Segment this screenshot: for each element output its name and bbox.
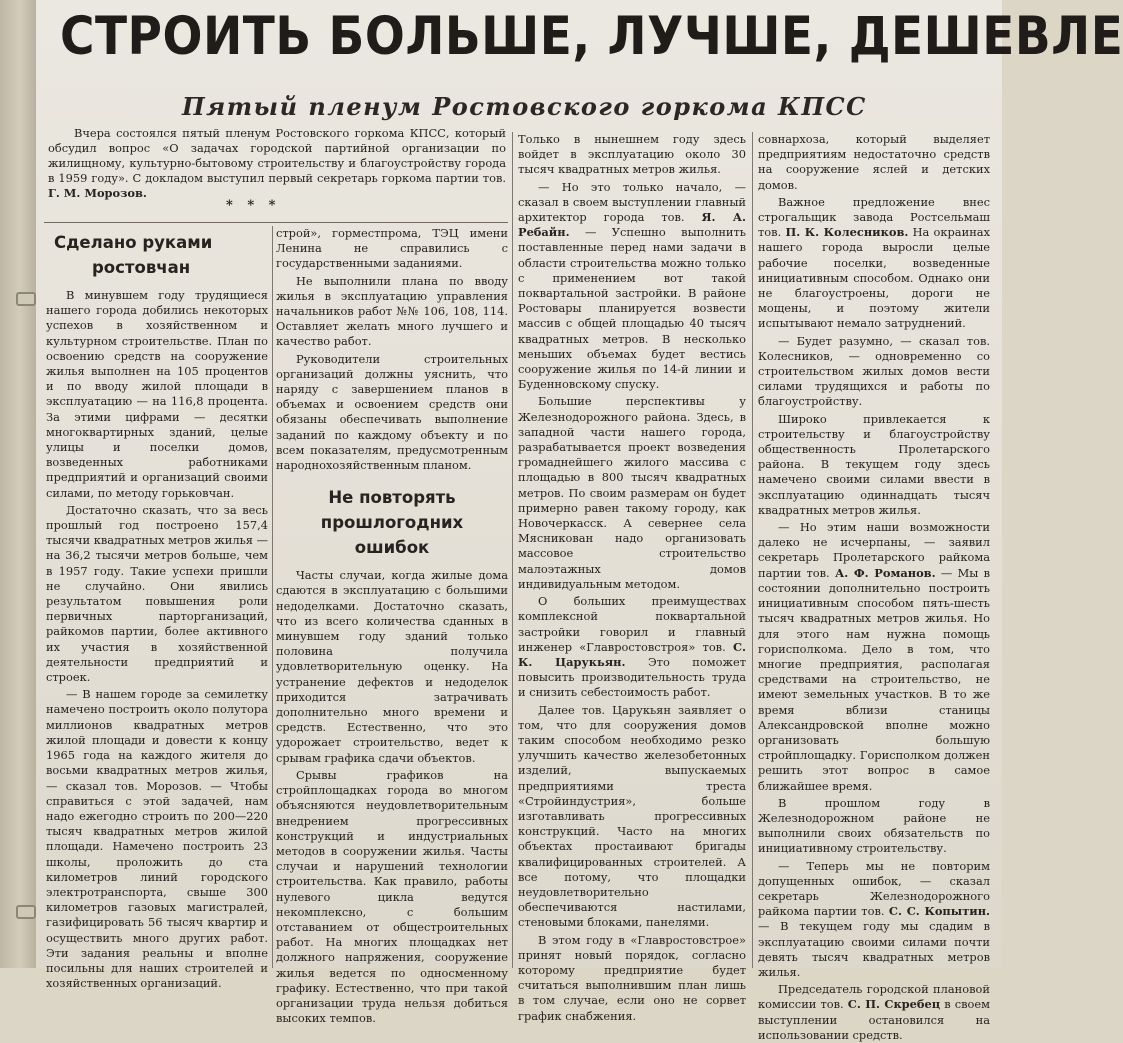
- person-name: А. Ф. Романов.: [834, 565, 936, 580]
- lead-speaker: Г. М. Морозов.: [48, 186, 147, 201]
- section-title-no-repeat: [276, 485, 508, 560]
- section2-title-line3: ошибок: [354, 538, 430, 558]
- text-run: Это поможет повысить производительность труда и снизить себестоимость работ.: [518, 654, 746, 700]
- separator-stars: * * *: [226, 198, 281, 213]
- article-paragraph: Не выполнили плана по вводу жилья в эксплуатацию управления начальников работ №№ 106, 108, 114. Оставляет желать много лучшего и качество работ.: [276, 273, 508, 349]
- subheadline: Пятый пленум Ростовского горкома КПСС: [182, 92, 867, 121]
- article-paragraph: [758, 195, 990, 332]
- article-paragraph: — Будет разумно, — сказал тов. Колесников, — одновременно со строительством жилых домов вести силами трудящихся и работы по благоустройству.: [758, 333, 990, 409]
- text-run: — В текущем году мы сдадим в эксплуатацию своими силами почти девять тысяч квадратных метров жилья.: [758, 919, 990, 979]
- section-title-line1: Сделано руками: [54, 233, 213, 252]
- person-name: П. К. Колесников.: [785, 225, 909, 240]
- article-paragraph: Далее тов. Царукьян заявляет о том, что для сооружения домов таким способом необходимо резко улучшить качество железобетонных изделий, выпускаемых предприятиями треста «Стройиндустрия», больше изготавливать прогрессивных конструкций. Часто на многих объектах простаивают бригады квалифицированных строителей. А все потому, что площадки неудовлетворительно обеспечиваются настилами, стеновыми блоками, панелями.: [518, 702, 746, 930]
- person-name: Я. А. Ребайн.: [518, 210, 747, 240]
- article-paragraph: Только в нынешнем году здесь войдет в эксплуатацию около 30 тысяч квадратных метров жилья.: [518, 132, 746, 177]
- column-3: [518, 132, 747, 1023]
- article-paragraph: [758, 982, 990, 1043]
- article-paragraph: [758, 859, 990, 981]
- staple-top: [16, 292, 36, 306]
- column-2: [276, 226, 508, 1026]
- article-paragraph: Срывы графиков на стройплощадках города во многом объясняются неудовлетворительным внедрением прогрессивных конструкций и индустриальных методов в сооружении жилья. Часты случаи и нарушений технологии строительства. Как правило, работы нулевого цикла ведутся некомплексно, с большим отставанием от общестроительных работ. На многих площадках нет должного напряжения, сооружение жилья ведется по односменному графику. Естественно, что при такой организации труда нельзя добиться высоких темпов.: [276, 767, 508, 1026]
- text-run: О больших преимуществах комплексной поквартальной застройки говорил и главный инженер «Главростовстроя» тов.: [518, 594, 746, 654]
- lead-paragraph: [48, 126, 506, 201]
- lead-bottom-rule: [44, 222, 508, 223]
- page-binding: [0, 0, 36, 968]
- section2-title-line2: прошлогодних: [320, 513, 464, 533]
- article-paragraph: Широко привлекается к строительству и благоустройству общественность Пролетарского района. В текущем году здесь намечено своими силами ввести в эксплуатацию одиннадцать тысяч квадратных метров жилья.: [758, 411, 990, 517]
- text-run: Председатель городской плановой комиссии тов.: [758, 982, 990, 1012]
- column-rule-1: [272, 226, 273, 968]
- newspaper-page: [36, 0, 1123, 1042]
- article-paragraph: [518, 594, 746, 700]
- article-paragraph: [758, 520, 990, 794]
- article-paragraph: строй», горместпрома, ТЭЦ имени Ленина не справились с государственными заданиями.: [276, 226, 508, 271]
- column-1: [46, 226, 268, 991]
- text-run: — Но этим наши возможности далеко не исчерпаны, — заявил секретарь Пролетарского райкома партии тов.: [758, 520, 990, 580]
- text-run: — Успешно выполнить поставленные перед нами задачи в области строительства можно только с применением вот такой поквартальной застройки. В районе Ростовары планируется возвести массив с общей площадью 40 тысяч квадратных метров. В несколько меньших объемах будет вестись сооружение жилья по 14-й линии и Буденновскому спуску.: [518, 225, 747, 392]
- article-paragraph: [518, 180, 746, 393]
- person-name: С. П. Скребец: [847, 997, 941, 1012]
- person-name: С. С. Копытин.: [888, 904, 990, 919]
- column-rule-2: [512, 132, 513, 968]
- column-4: [758, 132, 991, 1042]
- section2-title-line1: Не повторять: [328, 488, 456, 508]
- staple-bottom: [16, 905, 36, 919]
- article-paragraph: Руководители строительных организаций должны уяснить, что наряду с завершением планов в объемах и освоением средств они обязаны обеспечивать выполнение заданий по каждому объекту и по всем показателям, предусмотренным народнохозяйственным планом.: [276, 351, 508, 473]
- text-run: На окраинах нашего города выросли целые рабочие поселки, возведенные инициативным способом. Однако они не благоустроены, дороги не мощены, и поэтому жители испытывают немало затруднений.: [758, 225, 990, 331]
- section-title-line2: ростовчан: [92, 258, 191, 277]
- person-name: С. К. Царукьян.: [518, 639, 746, 669]
- text-run: — Теперь мы не повторим допущенных ошибок, — сказал секретарь Железнодорожного райкома партии тов.: [758, 858, 990, 919]
- article-paragraph: В прошлом году в Железнодорожном районе не выполнили своих обязательств по инициативному строительству.: [758, 795, 990, 856]
- text-run: — Но это только начало, — сказал в своем выступлении главный архитектор города тов.: [518, 179, 746, 225]
- column-rule-3: [752, 132, 753, 968]
- article-paragraph: Большие перспективы у Железнодорожного района. Здесь, в западной части нашего города, разрабатывается проект возведения громаднейшего жилого массива с площадью в 800 тысяч квадратных метров. По своим размерам он будет примерно равен такому городу, как Новочеркасск. А севернее села Мясникован надо организовать массовое строительство малоэтажных домов индивидуальным методом.: [518, 394, 746, 591]
- article-paragraph: Часты случаи, когда жилые дома сдаются в эксплуатацию с большими недоделками. Достаточно сказать, что из всего количества сданных в минувшем году зданий только половина получила удовлетворительную оценку. На устранение дефектов и недоделок приходится затрачивать дополнительно много времени и средств. Естественно, что это удорожает строительство, ведет к срывам графика сдачи объектов.: [276, 568, 508, 765]
- text-run: в своем выступлении остановился на использовании средств.: [758, 997, 990, 1042]
- article-paragraph: совнархоза, который выделяет предприятиям недостаточно средств на сооружение яслей и детских домов.: [758, 132, 990, 192]
- article-paragraph: В минувшем году трудящиеся нашего города добились некоторых успехов в хозяйственном и культурном строительстве. План по освоению средств на сооружение жилья выполнен на 105 процентов и по вводу жилой площади в эксплуатацию — на 116,8 процента. За этими цифрами — десятки многоквартирных зданий, целые улицы и поселки домов, возведенных работниками предприятий и организаций своими силами, по методу горьковчан.: [46, 288, 268, 500]
- text-run: Важное предложение внес строгальщик завода Ростсельмаш тов.: [758, 194, 990, 240]
- text-run: — Мы в состоянии дополнительно построить инициативным способом пять-шесть тысяч квадратных метров жилья. Но для этого нам нужна помощь горисполкома. Дело в том, что многие предприятия, располагая средствами на строительство, не имеют земельных участков. В то же время вблизи станицы Александровской вполне можно организовать большую стройплощадку. Горисполком должен решить этот вопрос в самое ближайшее время.: [758, 565, 991, 793]
- article-paragraph: В этом году в «Главростовстрое» принят новый порядок, согласно которому предприятие будет считаться выполнившим план лишь в том случае, если оно не сорвет график снабжения.: [518, 932, 746, 1023]
- lead-text: Вчера состоялся пятый пленум Ростовского горкома КПСС, который обсудил вопрос «О задачах городской партийной организации по жилищному, культурно-бытовому строительству и благоустройству города в 1959 году». С докладом выступил первый секретарь горкома партии тов.: [48, 126, 506, 186]
- headline: СТРОИТЬ БОЛЬШЕ, ЛУЧШЕ, ДЕШЕВЛЕ: [60, 6, 1123, 68]
- section-title-made-by-hands: [46, 230, 268, 280]
- article-paragraph: Достаточно сказать, что за весь прошлый год построено 157,4 тысячи квадратных метров жилья — на 36,2 тысячи метров больше, чем в 1957 году. Такие успехи пришли не случайно. Они явились результатом повышения роли первичных парторганизаций, райкомов партии, более активного их участия в хозяйственной деятельности предприятий и строек.: [46, 502, 268, 685]
- article-paragraph: — В нашем городе за семилетку намечено построить около полутора миллионов квадратных метров жилой площади и довести к концу 1965 года на каждого жителя до восьми квадратных метров жилья, — сказал тов. Морозов. — Чтобы справиться с этой задачей, нам надо ежегодно строить по 200—220 тысяч квадратных метров жилой площади. Намечено построить 23 школы, проложить до ста километров линий городского электротранспорта, свыше 300 километров газовых магистралей, газифицировать 56 тысяч квартир и осуществить много других работ. Эти задания реальны и вполне посильны для наших строителей и хозяйственных организаций.: [46, 687, 268, 991]
